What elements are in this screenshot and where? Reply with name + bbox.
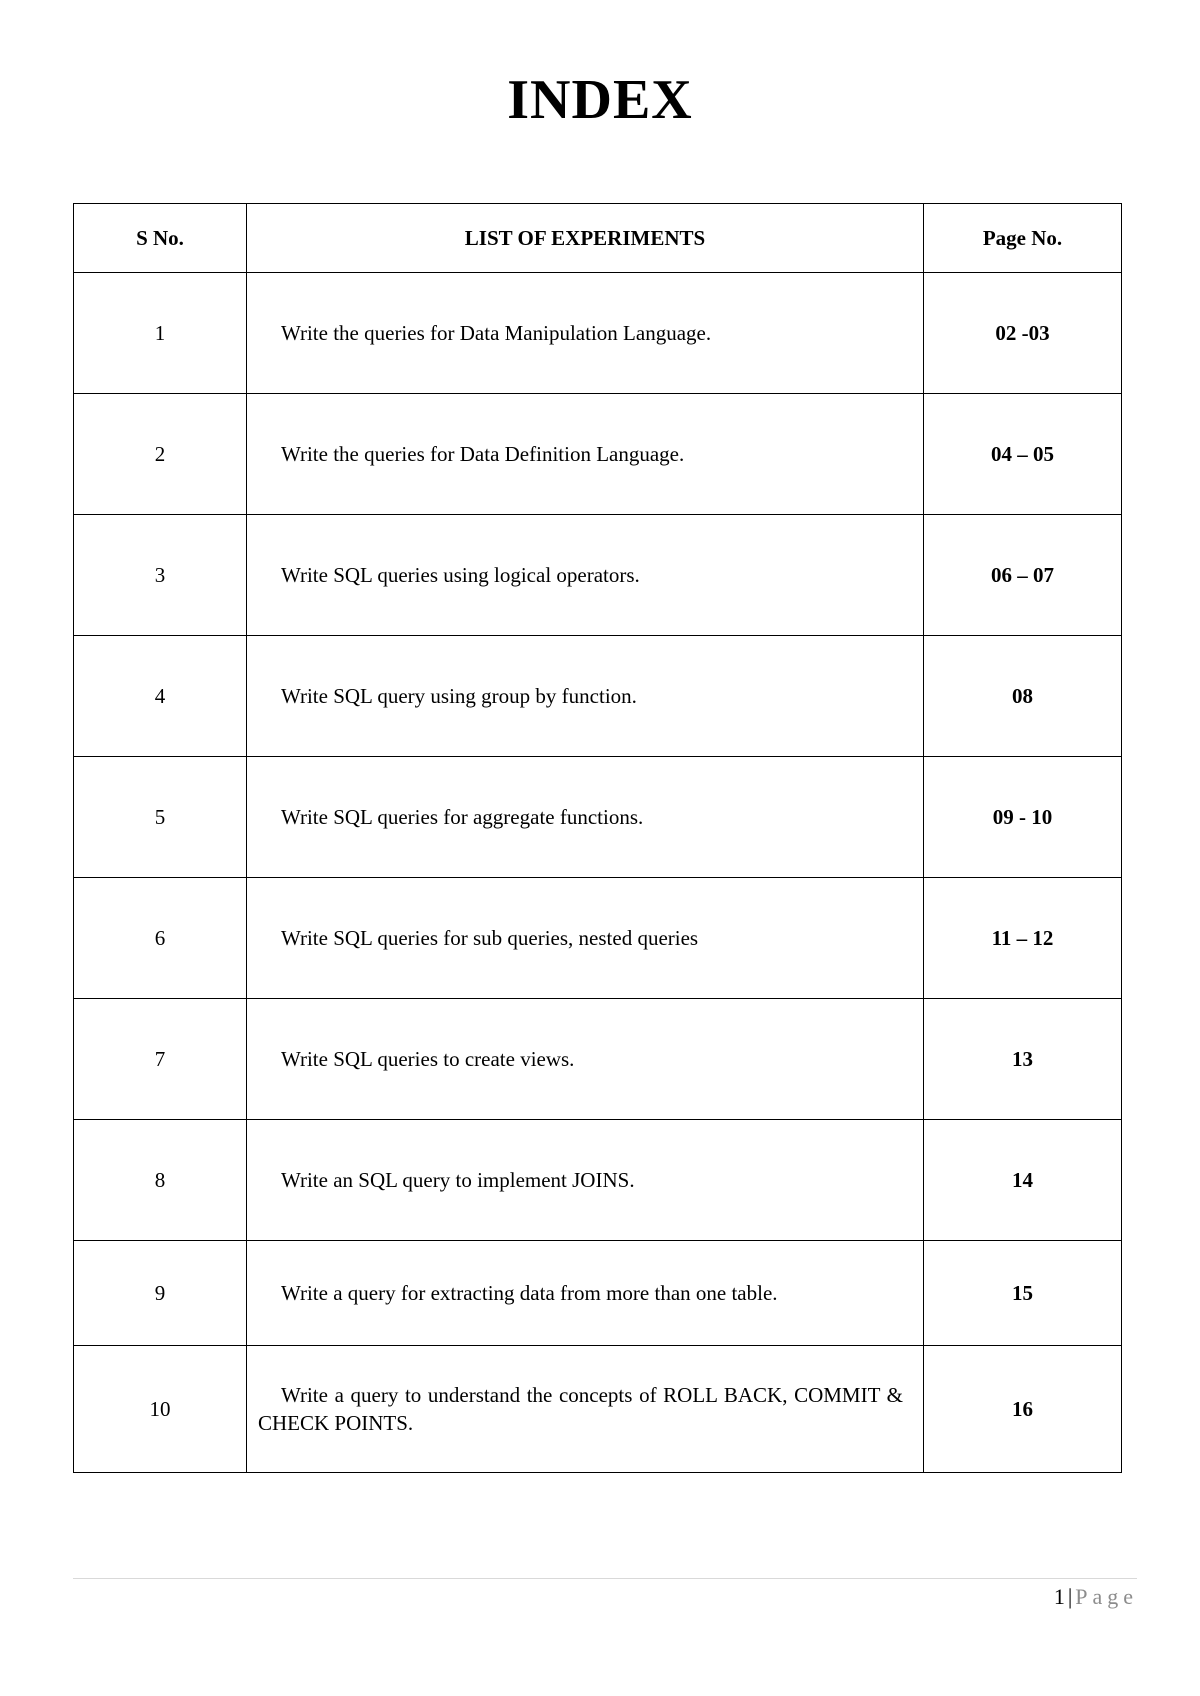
page-label: Page xyxy=(1075,1584,1138,1609)
row-sno: 3 xyxy=(74,515,247,636)
page-footer xyxy=(1054,1583,1138,1611)
table-row xyxy=(74,757,1122,878)
row-sno: 8 xyxy=(74,1120,247,1241)
header-experiments: LIST OF EXPERIMENTS xyxy=(247,204,924,273)
row-sno: 6 xyxy=(74,878,247,999)
table-row xyxy=(74,1346,1122,1473)
row-experiment-text: Write the queries for Data Manipulation Language. xyxy=(281,321,712,345)
row-page: 15 xyxy=(924,1241,1122,1346)
row-page: 06 – 07 xyxy=(924,515,1122,636)
row-sno: 1 xyxy=(74,273,247,394)
row-experiment-text: Write an SQL query to implement JOINS. xyxy=(281,1168,635,1192)
row-sno: 4 xyxy=(74,636,247,757)
row-page: 16 xyxy=(924,1346,1122,1473)
footer-separator: | xyxy=(1067,1584,1073,1609)
row-experiment xyxy=(247,515,924,636)
row-experiment-text: Write a query to understand the concepts of ROLL BACK, COMMIT & CHECK POINTS. xyxy=(258,1383,903,1435)
row-page: 08 xyxy=(924,636,1122,757)
row-experiment xyxy=(247,1346,924,1473)
row-experiment xyxy=(247,1120,924,1241)
row-experiment-text: Write SQL queries for sub queries, nested queries xyxy=(281,926,699,950)
table-row xyxy=(74,878,1122,999)
row-page: 11 – 12 xyxy=(924,878,1122,999)
table-row xyxy=(74,1241,1122,1346)
table-row xyxy=(74,1120,1122,1241)
row-page: 13 xyxy=(924,999,1122,1120)
row-sno: 7 xyxy=(74,999,247,1120)
row-experiment xyxy=(247,636,924,757)
row-sno: 2 xyxy=(74,394,247,515)
row-sno: 10 xyxy=(74,1346,247,1473)
row-experiment-text: Write SQL query using group by function. xyxy=(281,684,637,708)
row-sno: 5 xyxy=(74,757,247,878)
table-row xyxy=(74,636,1122,757)
row-sno: 9 xyxy=(74,1241,247,1346)
row-experiment xyxy=(247,999,924,1120)
row-experiment-text: Write SQL queries to create views. xyxy=(281,1047,575,1071)
row-experiment xyxy=(247,757,924,878)
row-page: 14 xyxy=(924,1120,1122,1241)
row-experiment-text: Write SQL queries for aggregate functions. xyxy=(281,805,644,829)
row-experiment-text: Write SQL queries using logical operators. xyxy=(281,563,640,587)
row-page: 04 – 05 xyxy=(924,394,1122,515)
row-page: 09 - 10 xyxy=(924,757,1122,878)
row-experiment xyxy=(247,878,924,999)
table-row xyxy=(74,394,1122,515)
page-number: 1 xyxy=(1053,1584,1065,1609)
row-experiment xyxy=(247,273,924,394)
header-page: Page No. xyxy=(924,204,1122,273)
table-row xyxy=(74,999,1122,1120)
table-row xyxy=(74,273,1122,394)
table-row xyxy=(74,515,1122,636)
row-page: 02 -03 xyxy=(924,273,1122,394)
table-header-row xyxy=(74,204,1122,273)
row-experiment xyxy=(247,394,924,515)
footer-divider xyxy=(73,1578,1137,1579)
row-experiment-text: Write a query for extracting data from more than one table. xyxy=(281,1281,778,1305)
page-title: INDEX xyxy=(507,69,693,131)
row-experiment xyxy=(247,1241,924,1346)
index-table xyxy=(73,203,1122,1473)
row-experiment-text: Write the queries for Data Definition Language. xyxy=(281,442,685,466)
header-sno: S No. xyxy=(74,204,247,273)
